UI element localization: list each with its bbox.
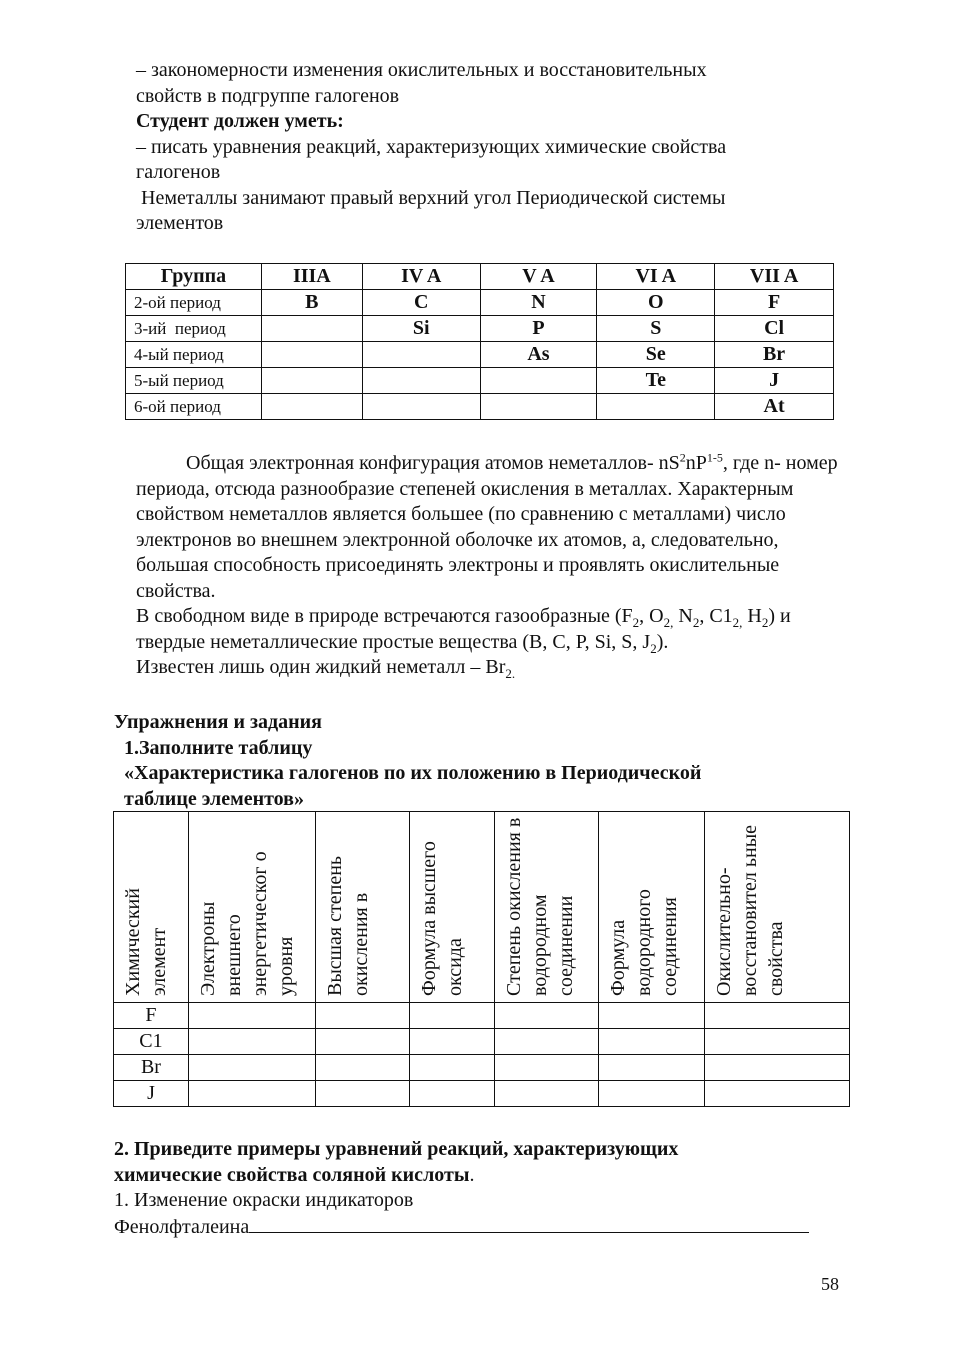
period-label: 5-ый период <box>126 368 262 394</box>
answer-blank[interactable] <box>249 1214 809 1233</box>
blank-cell[interactable] <box>705 1003 850 1029</box>
element-cell <box>362 368 480 394</box>
task1-table-title: таблице элементов» <box>124 787 304 810</box>
header-cell: Степень окисления в водородном соединении <box>495 812 599 1003</box>
element-cell: Se <box>597 342 715 368</box>
element-cell: Te <box>597 368 715 394</box>
header-cell: Формула высшего оксида <box>409 812 495 1003</box>
element-cell <box>597 394 715 420</box>
element-cell <box>261 394 362 420</box>
liquid-nonmetal-sentence: Известен лишь один жидкий неметалл – $Br_{2.}$ <box>136 656 516 681</box>
blank-cell[interactable] <box>599 1081 705 1107</box>
table-row <box>126 290 834 316</box>
period-label: 3-ий период <box>126 316 262 342</box>
header-cell: Формула водородного соединения <box>599 812 705 1003</box>
exercises-heading <box>114 710 854 812</box>
halogen-table-header-row <box>114 812 850 1003</box>
blank-cell[interactable] <box>599 1055 705 1081</box>
halogen-table <box>113 811 850 1107</box>
header-cell: V A <box>480 264 597 290</box>
item-1-answer-line: Фенолфталеина <box>114 1214 854 1241</box>
task1-table-title: «Характеристика галогенов по их положению в Периодической <box>124 762 702 784</box>
blank-cell[interactable] <box>409 1029 495 1055</box>
blank-cell[interactable] <box>705 1081 850 1107</box>
element-cell: N <box>480 290 597 316</box>
element-cell: S <box>597 316 715 342</box>
blank-cell[interactable] <box>409 1055 495 1081</box>
element-cell: B <box>261 290 362 316</box>
table-row <box>114 1055 850 1081</box>
table-row <box>126 394 834 420</box>
element-cell <box>261 368 362 394</box>
table-row <box>114 1003 850 1029</box>
table-row <box>126 316 834 342</box>
periodic-table-header-row <box>126 264 834 290</box>
blank-cell[interactable] <box>495 1029 599 1055</box>
element-cell: J <box>715 368 834 394</box>
element-cell <box>480 394 597 420</box>
blank-cell[interactable] <box>495 1081 599 1107</box>
exercises-title: Упражнения и задания <box>114 711 322 733</box>
period-label: 6-ой период <box>126 394 262 420</box>
blank-cell[interactable] <box>188 1029 315 1055</box>
blank-cell[interactable] <box>315 1055 409 1081</box>
skill-line: галогенов <box>136 161 221 183</box>
table-row <box>114 1081 850 1107</box>
intro-section <box>136 58 856 237</box>
element-cell: As <box>480 342 597 368</box>
blank-cell[interactable] <box>188 1081 315 1107</box>
header-cell: Химический элемент <box>114 812 189 1003</box>
config-sentence: Общая электронная конфигурация атомов неметаллов- $nS^2nP^{1-5}$, где n- номер периода, отсюда разнообразие степеней окисления в металлах. Характерным свойством неметаллов является большее (по сравнению с металлами) число электронов во внешнем электронной оболочке их атомов, а, следовательно, большая способность присоединять электроны и проявлять окислительные свойства. <box>136 450 838 602</box>
table-row <box>114 1029 850 1055</box>
blank-cell[interactable] <box>599 1003 705 1029</box>
header-cell: Электроны внешнего энергетическог о уровня <box>188 812 315 1003</box>
element-cell: O <box>597 290 715 316</box>
element-cell: P <box>480 316 597 342</box>
element-cell: C1 <box>114 1029 189 1055</box>
blank-cell[interactable] <box>599 1029 705 1055</box>
item-1: 1. Изменение окраски индикаторов <box>114 1189 414 1211</box>
element-cell: Si <box>362 316 480 342</box>
period-label: 4-ый период <box>126 342 262 368</box>
element-cell <box>261 342 362 368</box>
element-cell <box>480 368 597 394</box>
element-cell: At <box>715 394 834 420</box>
blank-cell[interactable] <box>495 1003 599 1029</box>
blank-cell[interactable] <box>315 1081 409 1107</box>
element-cell: J <box>114 1081 189 1107</box>
blank-cell[interactable] <box>315 1029 409 1055</box>
nonmetal-line: элементов <box>136 212 224 234</box>
table-row <box>126 368 834 394</box>
blank-cell[interactable] <box>409 1003 495 1029</box>
element-cell: Cl <box>715 316 834 342</box>
task1-title: 1.Заполните таблицу <box>124 736 313 759</box>
intro-line: свойств в подгруппе галогенов <box>136 84 400 107</box>
element-cell: F <box>114 1003 189 1029</box>
blank-cell[interactable] <box>409 1081 495 1107</box>
section-2-heading: химические свойства соляной кислоты. <box>114 1163 475 1186</box>
section-2 <box>114 1137 854 1240</box>
skill-line: – писать уравнения реакций, характеризующих химические свойства <box>136 135 727 158</box>
header-cell: Группа <box>126 264 262 290</box>
element-cell: C <box>362 290 480 316</box>
free-state-sentence: В свободном виде в природе встречаются газообразные ($F_2$, $O_{2,}$ $N_2$, $C1_{2,}$ $H_2$) и твердые неметаллические простые вещества (B, C, P, Si, S, $J_2$). <box>136 605 791 656</box>
blank-cell[interactable] <box>315 1003 409 1029</box>
element-cell <box>362 342 480 368</box>
header-cell: VI A <box>597 264 715 290</box>
blank-cell[interactable] <box>705 1055 850 1081</box>
blank-cell[interactable] <box>188 1003 315 1029</box>
header-cell: IV A <box>362 264 480 290</box>
element-cell: Br <box>114 1055 189 1081</box>
element-cell <box>362 394 480 420</box>
blank-cell[interactable] <box>495 1055 599 1081</box>
table-row <box>126 342 834 368</box>
body-paragraph <box>136 451 848 681</box>
intro-line: – закономерности изменения окислительных и восстановительных <box>136 59 707 81</box>
element-cell <box>261 316 362 342</box>
skill-heading: Студент должен уметь: <box>136 110 344 132</box>
blank-cell[interactable] <box>188 1055 315 1081</box>
blank-cell[interactable] <box>705 1029 850 1055</box>
section-2-heading: 2. Приведите примеры уравнений реакций, характеризующих <box>114 1138 679 1160</box>
period-label: 2-ой период <box>126 290 262 316</box>
element-cell: Br <box>715 342 834 368</box>
header-cell: Окислительно- восстановител ьные свойства <box>705 812 850 1003</box>
header-cell: Высшая степень окисления в <box>315 812 409 1003</box>
page-number: 58 <box>821 1274 839 1294</box>
periodic-table <box>125 263 834 420</box>
header-cell: VII A <box>715 264 834 290</box>
element-cell: F <box>715 290 834 316</box>
nonmetal-line: Неметаллы занимают правый верхний угол Периодической системы <box>136 186 726 209</box>
header-cell: IIIA <box>261 264 362 290</box>
